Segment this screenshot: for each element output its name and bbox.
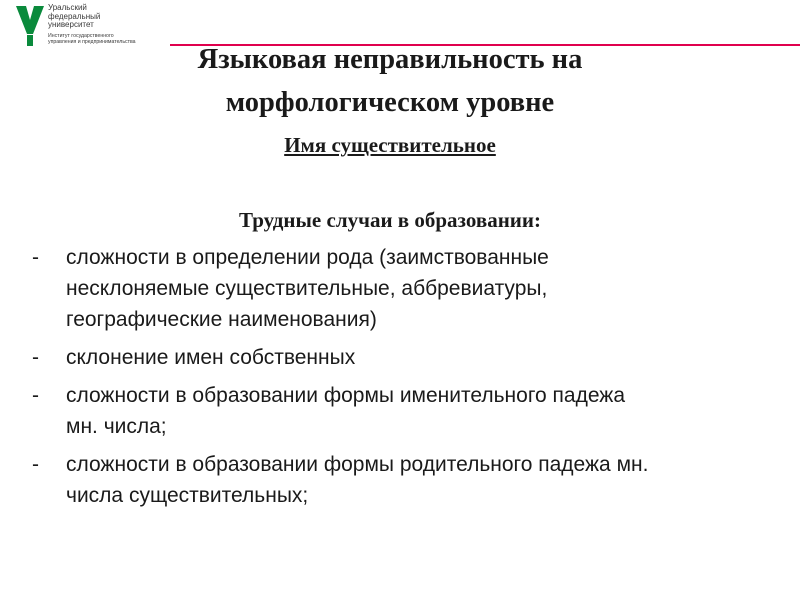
slide-title (100, 38, 680, 124)
slide-subtitle: Имя существительное (284, 133, 496, 157)
section-heading: Трудные случаи в образовании: (239, 208, 541, 232)
list-item (32, 380, 772, 442)
list-item-line: склонение имен собственных (66, 346, 356, 369)
list-item-line: мн. числа; (66, 415, 167, 438)
bullet-dash: - (32, 246, 39, 269)
list-item-line: географические наименования) (66, 308, 377, 331)
logo-institute-line: управления и предпринимательства (48, 38, 136, 45)
list-item-line: сложности в образовании формы родительного падежа мн. (66, 453, 649, 476)
list-item-line: несклоняемые существительные, аббревиатуры, (66, 277, 548, 300)
logo-line: университет (48, 20, 94, 29)
urfu-logo-icon (16, 4, 44, 48)
list-item-line: сложности в образовании формы именительного падежа (66, 384, 626, 407)
list-item-line: числа существительных; (66, 484, 309, 507)
logo-line: федеральный (48, 11, 101, 21)
bullet-list (32, 242, 772, 518)
logo-line: Уральский (48, 3, 87, 12)
bullet-dash: - (32, 346, 39, 369)
slide-title-line: Языковая неправильность на (197, 44, 583, 75)
list-item-line: сложности в определении рода (заимствованные (66, 246, 549, 269)
list-item (32, 242, 772, 335)
bullet-dash: - (32, 453, 39, 476)
bullet-dash: - (32, 384, 39, 407)
slide-title-line: морфологическом уровне (225, 87, 555, 118)
list-item (32, 449, 772, 511)
list-item (32, 342, 772, 373)
logo-institute-line: Институт государственного (48, 32, 114, 39)
